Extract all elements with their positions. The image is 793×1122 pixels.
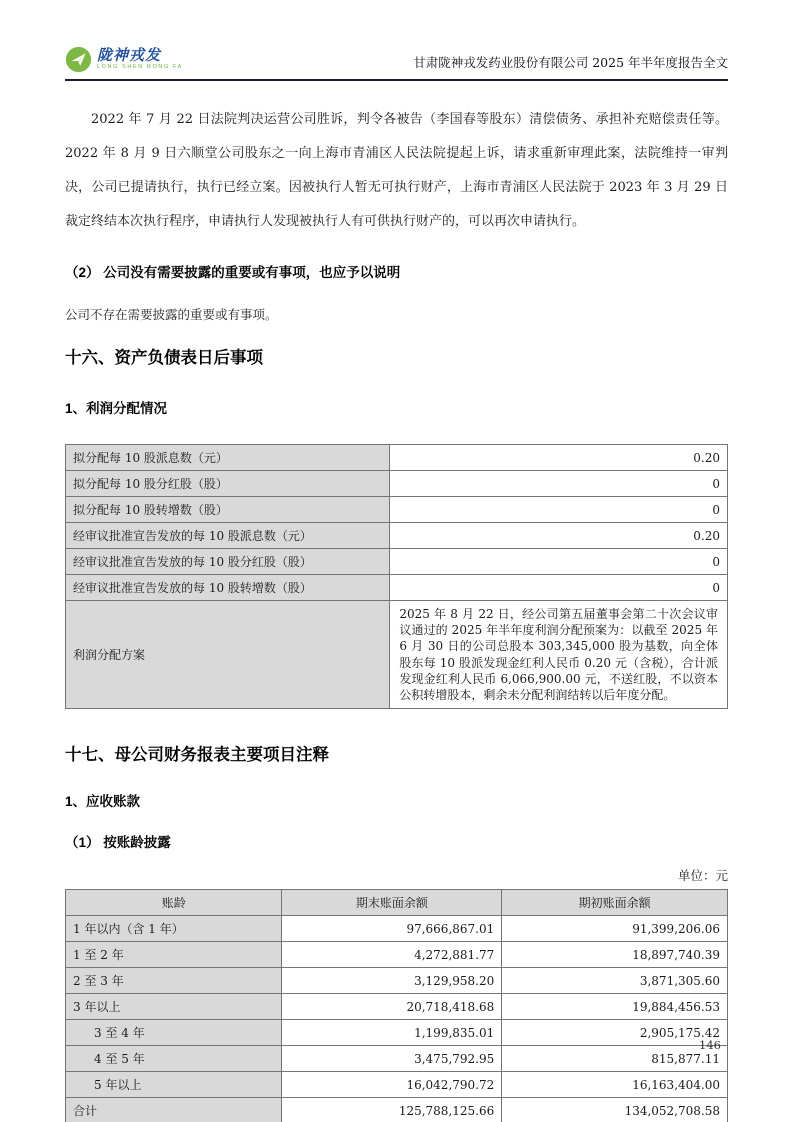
aging-label: 4 至 5 年 — [66, 1046, 282, 1072]
beginning-balance: 2,905,175.42 — [502, 1020, 728, 1046]
table-row — [66, 497, 728, 523]
ending-balance: 3,475,792.95 — [282, 1046, 502, 1072]
table-row — [66, 549, 728, 575]
table-row-plan — [66, 601, 728, 709]
row-value: 0 — [390, 575, 728, 601]
ending-balance: 20,718,418.68 — [282, 994, 502, 1020]
row-label: 拟分配每 10 股转增数（股） — [66, 497, 390, 523]
aging-label: 1 年以内（含 1 年） — [66, 916, 282, 942]
unit-label: 单位：元 — [677, 868, 728, 884]
heading-section-17: 十七、母公司财务报表主要项目注释 — [65, 746, 329, 765]
beginning-balance: 91,399,206.06 — [502, 916, 728, 942]
aging-table — [65, 889, 728, 1122]
aging-header-row — [66, 890, 728, 916]
table-row — [66, 471, 728, 497]
col-header-beginning-balance: 期初账面余额 — [502, 890, 728, 916]
row-value: 0 — [390, 549, 728, 575]
row-label: 经审议批准宣告发放的每 10 股派息数（元） — [66, 523, 390, 549]
page-number: 146 — [699, 1038, 721, 1052]
brand-text — [97, 48, 183, 71]
heading-aging-disclosure: （1） 按账龄披露 — [65, 835, 171, 851]
table-row — [66, 575, 728, 601]
heading-receivables: 1、应收账款 — [65, 794, 141, 810]
beginning-balance: 3,871,305.60 — [502, 968, 728, 994]
table-row — [66, 942, 728, 968]
company-logo — [65, 46, 183, 73]
aging-label: 3 年以上 — [66, 994, 282, 1020]
aging-label: 3 至 4 年 — [66, 1020, 282, 1046]
row-value: 0 — [390, 497, 728, 523]
table-row — [66, 968, 728, 994]
aging-label: 5 年以上 — [66, 1072, 282, 1098]
page-header — [65, 46, 728, 81]
beginning-balance: 19,884,456.53 — [502, 994, 728, 1020]
paper-plane-logo-icon — [65, 46, 92, 73]
heading-profit-distribution: 1、利润分配情况 — [65, 401, 168, 416]
row-value: 0.20 — [390, 445, 728, 471]
document-title: 甘肃陇神戎发药业股份有限公司 2025 年半年度报告全文 — [413, 55, 728, 70]
row-label: 经审议批准宣告发放的每 10 股转增数（股） — [66, 575, 390, 601]
table-row-total — [66, 1098, 728, 1122]
beginning-balance: 815,877.11 — [502, 1046, 728, 1072]
col-header-ending-balance: 期末账面余额 — [282, 890, 502, 916]
no-disclosure-paragraph: 公司不存在需要披露的重要或有事项。 — [65, 307, 278, 322]
brand-name-en: LONG SHEN RONG FA — [97, 64, 183, 71]
ending-balance: 97,666,867.01 — [282, 916, 502, 942]
table-row — [66, 1020, 728, 1046]
lawsuit-paragraph: 2022 年 7 月 22 日法院判决运营公司胜诉，判令各被告（李国春等股东）清偿债务、承担补充赔偿责任等。2022 年 8 月 9 日六顺堂公司股东之一向上海市青浦区人民法院提起上诉，请求重新审理此案，法院维持一审判决，公司已提请执行，执行已经立案。因被执行人暂无可执行财产，上海市青浦区人民法院于 2023 年 3 月 29 日裁定终结本次执行程序，申请执行人发现被执行人有可供执行财产的，可以再次申请执行。 — [65, 112, 728, 229]
ending-balance: 1,199,835.01 — [282, 1020, 502, 1046]
profit-distribution-table — [65, 444, 728, 709]
ending-balance-total: 125,788,125.66 — [282, 1098, 502, 1122]
table-row — [66, 1072, 728, 1098]
aging-label: 2 至 3 年 — [66, 968, 282, 994]
row-value: 0 — [390, 471, 728, 497]
table-row — [66, 916, 728, 942]
ending-balance: 4,272,881.77 — [282, 942, 502, 968]
table-row — [66, 1046, 728, 1072]
table-row — [66, 523, 728, 549]
col-header-aging: 账龄 — [66, 890, 282, 916]
aging-label-total: 合计 — [66, 1098, 282, 1122]
heading-disclosure: （2） 公司没有需要披露的重要或有事项，也应予以说明 — [65, 265, 401, 280]
row-label: 拟分配每 10 股派息数（元） — [66, 445, 390, 471]
table-row — [66, 994, 728, 1020]
beginning-balance: 18,897,740.39 — [502, 942, 728, 968]
aging-label: 1 至 2 年 — [66, 942, 282, 968]
heading-section-16: 十六、资产负债表日后事项 — [65, 349, 263, 367]
plan-row-text: 2025 年 8 月 22 日，经公司第五届董事会第二十次会议审议通过的 2025 年半年度利润分配预案为：以截至 2025 年 6 月 30 日的公司总股本 303,345,000 股为基数，向全体股东每 10 股派发现金红利人民币 0.20 元（含税），合计派发现金红利人民币 6,066,900.00 元，不送红股，不以资本公积转增股本，剩余未分配利润结转以后年度分配。 — [390, 601, 728, 709]
row-value: 0.20 — [390, 523, 728, 549]
row-label: 拟分配每 10 股分红股（股） — [66, 471, 390, 497]
table-row — [66, 445, 728, 471]
ending-balance: 16,042,790.72 — [282, 1072, 502, 1098]
beginning-balance-total: 134,052,708.58 — [502, 1098, 728, 1122]
ending-balance: 3,129,958.20 — [282, 968, 502, 994]
row-label: 经审议批准宣告发放的每 10 股分红股（股） — [66, 549, 390, 575]
beginning-balance: 16,163,404.00 — [502, 1072, 728, 1098]
brand-name-cn: 陇神戎发 — [97, 47, 162, 65]
plan-row-label: 利润分配方案 — [66, 601, 390, 709]
